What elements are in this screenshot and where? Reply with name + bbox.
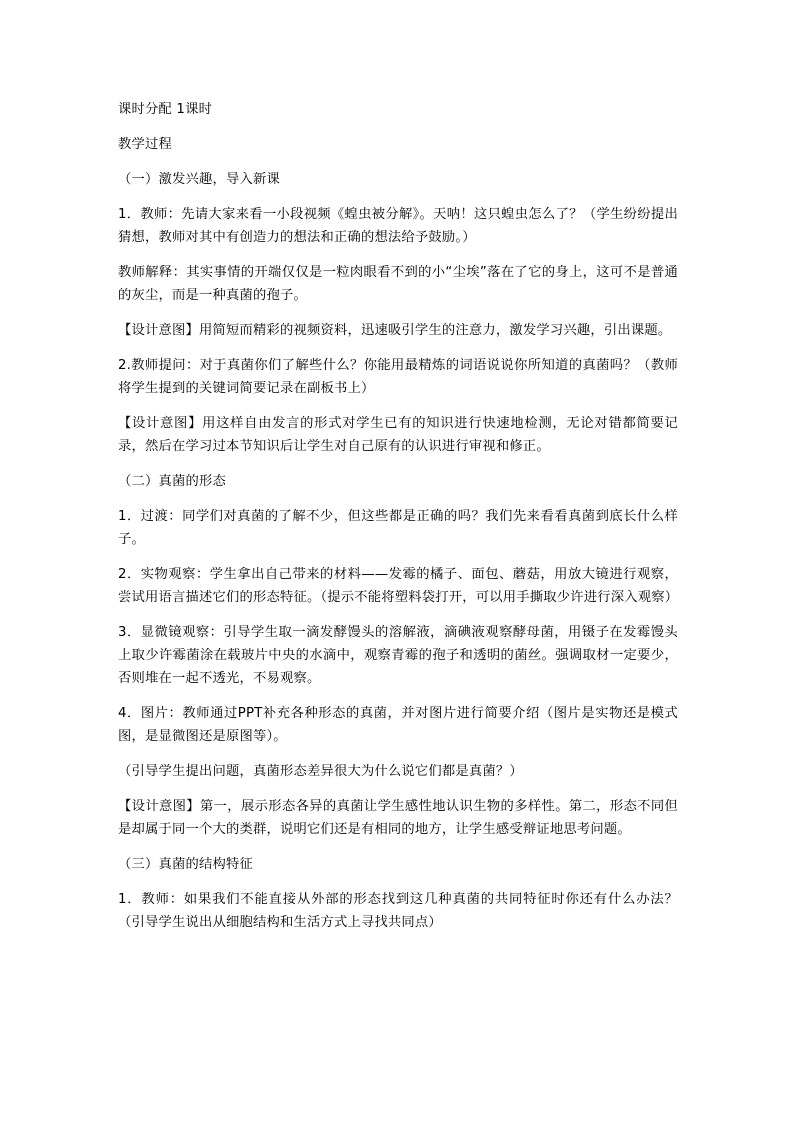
paragraph-teacher-structure: 1．教师：如果我们不能直接从外部的形态找到这几种真菌的共同特征时你还有什么办法？（引导学生说出从细胞结构和生活方式上寻找共同点）: [118, 892, 678, 930]
heading-teaching-process: 教学过程: [118, 137, 172, 152]
paragraph-teacher-video: 1．教师：先请大家来看一小段视频《蝗虫被分解》。天呐！这只蝗虫怎么了？（学生纷纷提出猜想，教师对其中有创造力的想法和正确的想法给予鼓励。）: [118, 207, 678, 245]
paragraph-pictures: 4．图片：教师通过PPT补充各种形态的真菌，并对图片进行简要介绍（图片是实物还是模式图，是显微图还是原图等）。: [118, 706, 678, 744]
paragraph-teacher-question: 2.教师提问：对于真菌你们了解些什么？你能用最精炼的词语说说你所知道的真菌吗？（教师将学生提到的关键词简要记录在副板书上）: [118, 358, 678, 396]
paragraph-microscope-observation: 3．显微镜观察：引导学生取一滴发酵馒头的溶解液，滴碘液观察酵母菌，用镊子在发霉馒头上取少许霉菌涂在载玻片中央的水滴中，观察青霉的孢子和透明的菌丝。强调取材一定要少，否则堆在一起不透光，不易观察。: [118, 625, 678, 686]
paragraph-guide-question: （引导学生提出问题，真菌形态差异很大为什么说它们都是真菌？）: [118, 764, 523, 779]
paragraph-design-intent-1: 【设计意图】用简短而精彩的视频资料，迅速吸引学生的注意力，激发学习兴趣，引出课题。: [118, 323, 672, 338]
section-heading-1: （一）激发兴趣，导入新课: [118, 172, 280, 187]
paragraph-transition: 1．过渡：同学们对真菌的了解不少，但这些都是正确的吗？我们先来看看真菌到底长什么样子。: [118, 509, 678, 547]
lesson-time-allocation: 课时分配 1课时: [118, 102, 213, 117]
paragraph-design-intent-3: 【设计意图】第一，展示形态各异的真菌让学生感性地认识生物的多样性。第二，形态不同但是却属于同一个大的类群，说明它们还是有相同的地方，让学生感受辩证地思考问题。: [118, 799, 678, 837]
document-page: [118, 98, 678, 946]
section-heading-2: （二）真菌的形态: [118, 474, 226, 489]
paragraph-physical-observation: 2．实物观察：学生拿出自己带来的材料——发霉的橘子、面包、蘑菇，用放大镜进行观察，尝试用语言描述它们的形态特征。（提示不能将塑料袋打开，可以用手撕取少许进行深入观察）: [118, 567, 679, 605]
paragraph-teacher-explanation: 教师解释：其实事情的开端仅仅是一粒肉眼看不到的小“尘埃”落在了它的身上，这可不是普通的灰尘，而是一种真菌的孢子。: [118, 265, 678, 303]
paragraph-design-intent-2: 【设计意图】用这样自由发言的形式对学生已有的知识进行快速地检测，无论对错都简要记录，然后在学习过本节知识后让学生对自己原有的认识进行审视和修正。: [118, 416, 678, 454]
section-heading-3: （三）真菌的结构特征: [118, 857, 253, 872]
